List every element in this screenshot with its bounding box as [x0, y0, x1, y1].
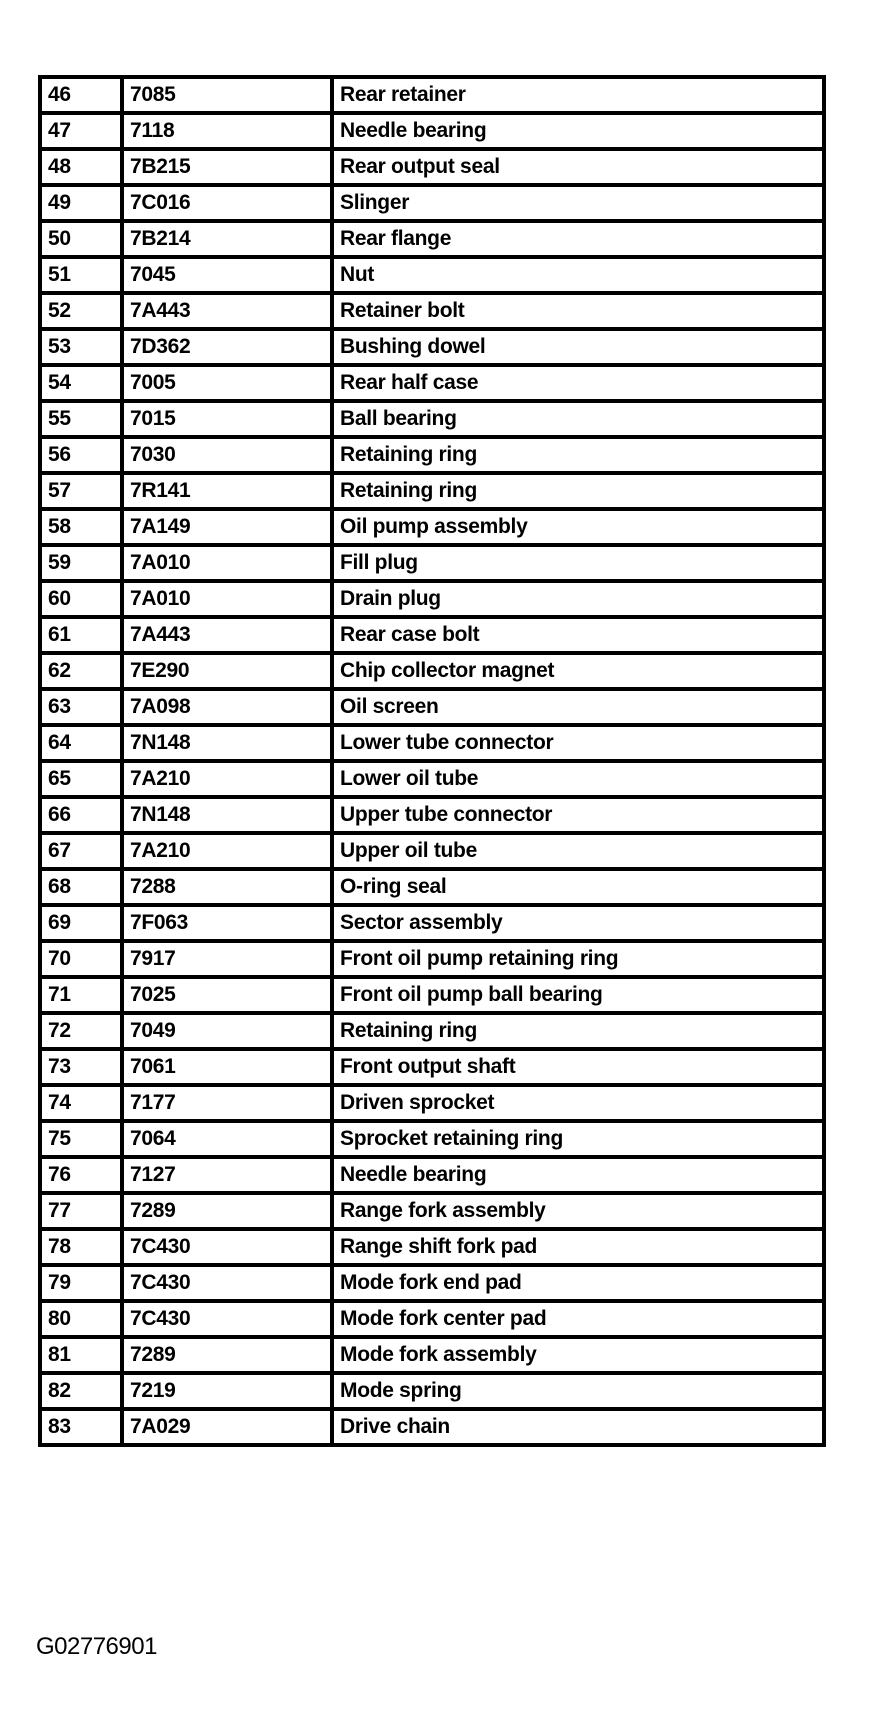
part-number-cell: 7A010	[122, 581, 332, 617]
description-cell: Rear half case	[332, 365, 824, 401]
part-number-cell: 7030	[122, 437, 332, 473]
table-row	[40, 941, 824, 977]
part-number-cell: 7015	[122, 401, 332, 437]
table-row	[40, 329, 824, 365]
table-row	[40, 797, 824, 833]
table-row	[40, 833, 824, 869]
table-row	[40, 1265, 824, 1301]
description-cell: Sprocket retaining ring	[332, 1121, 824, 1157]
item-number-cell: 55	[40, 401, 122, 437]
table-row	[40, 221, 824, 257]
item-number-cell: 75	[40, 1121, 122, 1157]
table-row	[40, 473, 824, 509]
table-row	[40, 1013, 824, 1049]
description-cell: Upper oil tube	[332, 833, 824, 869]
item-number-cell: 66	[40, 797, 122, 833]
description-cell: Chip collector magnet	[332, 653, 824, 689]
description-cell: Ball bearing	[332, 401, 824, 437]
part-number-cell: 7288	[122, 869, 332, 905]
part-number-cell: 7C430	[122, 1229, 332, 1265]
description-cell: Rear retainer	[332, 77, 824, 113]
part-number-cell: 7177	[122, 1085, 332, 1121]
part-number-cell: 7F063	[122, 905, 332, 941]
item-number-cell: 73	[40, 1049, 122, 1085]
description-cell: Fill plug	[332, 545, 824, 581]
part-number-cell: 7R141	[122, 473, 332, 509]
part-number-cell: 7A010	[122, 545, 332, 581]
table-row	[40, 1409, 824, 1445]
item-number-cell: 51	[40, 257, 122, 293]
item-number-cell: 56	[40, 437, 122, 473]
description-cell: Mode fork center pad	[332, 1301, 824, 1337]
description-cell: Bushing dowel	[332, 329, 824, 365]
description-cell: Lower oil tube	[332, 761, 824, 797]
description-cell: Retaining ring	[332, 437, 824, 473]
table-row	[40, 77, 824, 113]
part-number-cell: 7289	[122, 1193, 332, 1229]
item-number-cell: 79	[40, 1265, 122, 1301]
parts-table-body	[40, 77, 824, 1445]
item-number-cell: 53	[40, 329, 122, 365]
description-cell: Needle bearing	[332, 113, 824, 149]
table-row	[40, 977, 824, 1013]
table-row	[40, 1121, 824, 1157]
part-number-cell: 7064	[122, 1121, 332, 1157]
table-row	[40, 113, 824, 149]
description-cell: Mode fork assembly	[332, 1337, 824, 1373]
description-cell: Rear case bolt	[332, 617, 824, 653]
part-number-cell: 7127	[122, 1157, 332, 1193]
item-number-cell: 65	[40, 761, 122, 797]
item-number-cell: 81	[40, 1337, 122, 1373]
part-number-cell: 7049	[122, 1013, 332, 1049]
description-cell: Front output shaft	[332, 1049, 824, 1085]
description-cell: Retaining ring	[332, 473, 824, 509]
table-row	[40, 1157, 824, 1193]
part-number-cell: 7A443	[122, 617, 332, 653]
part-number-cell: 7D362	[122, 329, 332, 365]
table-row	[40, 905, 824, 941]
description-cell: Mode fork end pad	[332, 1265, 824, 1301]
table-row	[40, 257, 824, 293]
item-number-cell: 60	[40, 581, 122, 617]
table-row	[40, 293, 824, 329]
part-number-cell: 7045	[122, 257, 332, 293]
table-row	[40, 1301, 824, 1337]
description-cell: Drain plug	[332, 581, 824, 617]
part-number-cell: 7A149	[122, 509, 332, 545]
table-row	[40, 1085, 824, 1121]
item-number-cell: 62	[40, 653, 122, 689]
part-number-cell: 7E290	[122, 653, 332, 689]
part-number-cell: 7219	[122, 1373, 332, 1409]
part-number-cell: 7025	[122, 977, 332, 1013]
description-cell: Drive chain	[332, 1409, 824, 1445]
description-cell: Retainer bolt	[332, 293, 824, 329]
part-number-cell: 7A210	[122, 833, 332, 869]
item-number-cell: 50	[40, 221, 122, 257]
item-number-cell: 46	[40, 77, 122, 113]
description-cell: Needle bearing	[332, 1157, 824, 1193]
table-row	[40, 365, 824, 401]
table-row	[40, 1337, 824, 1373]
description-cell: Sector assembly	[332, 905, 824, 941]
table-row	[40, 617, 824, 653]
part-number-cell: 7061	[122, 1049, 332, 1085]
item-number-cell: 76	[40, 1157, 122, 1193]
description-cell: Nut	[332, 257, 824, 293]
part-number-cell: 7289	[122, 1337, 332, 1373]
item-number-cell: 67	[40, 833, 122, 869]
part-number-cell: 7005	[122, 365, 332, 401]
item-number-cell: 52	[40, 293, 122, 329]
part-number-cell: 7C016	[122, 185, 332, 221]
table-row	[40, 545, 824, 581]
item-number-cell: 49	[40, 185, 122, 221]
item-number-cell: 77	[40, 1193, 122, 1229]
part-number-cell: 7B215	[122, 149, 332, 185]
table-row	[40, 149, 824, 185]
item-number-cell: 48	[40, 149, 122, 185]
part-number-cell: 7A029	[122, 1409, 332, 1445]
description-cell: Lower tube connector	[332, 725, 824, 761]
description-cell: Range fork assembly	[332, 1193, 824, 1229]
item-number-cell: 72	[40, 1013, 122, 1049]
description-cell: Mode spring	[332, 1373, 824, 1409]
part-number-cell: 7085	[122, 77, 332, 113]
item-number-cell: 63	[40, 689, 122, 725]
item-number-cell: 69	[40, 905, 122, 941]
part-number-cell: 7917	[122, 941, 332, 977]
description-cell: Rear output seal	[332, 149, 824, 185]
item-number-cell: 80	[40, 1301, 122, 1337]
description-cell: Slinger	[332, 185, 824, 221]
table-row	[40, 689, 824, 725]
description-cell: Oil screen	[332, 689, 824, 725]
item-number-cell: 71	[40, 977, 122, 1013]
table-row	[40, 1049, 824, 1085]
table-row	[40, 437, 824, 473]
item-number-cell: 70	[40, 941, 122, 977]
item-number-cell: 59	[40, 545, 122, 581]
item-number-cell: 82	[40, 1373, 122, 1409]
item-number-cell: 74	[40, 1085, 122, 1121]
part-number-cell: 7A210	[122, 761, 332, 797]
part-number-cell: 7B214	[122, 221, 332, 257]
part-number-cell: 7N148	[122, 725, 332, 761]
table-row	[40, 509, 824, 545]
part-number-cell: 7A443	[122, 293, 332, 329]
description-cell: O-ring seal	[332, 869, 824, 905]
part-number-cell: 7118	[122, 113, 332, 149]
figure-code: G02776901	[36, 1633, 157, 1660]
description-cell: Oil pump assembly	[332, 509, 824, 545]
description-cell: Front oil pump ball bearing	[332, 977, 824, 1013]
item-number-cell: 68	[40, 869, 122, 905]
description-cell: Front oil pump retaining ring	[332, 941, 824, 977]
item-number-cell: 54	[40, 365, 122, 401]
table-row	[40, 1373, 824, 1409]
part-number-cell: 7N148	[122, 797, 332, 833]
table-row	[40, 1229, 824, 1265]
parts-table	[38, 75, 826, 1447]
item-number-cell: 61	[40, 617, 122, 653]
part-number-cell: 7C430	[122, 1265, 332, 1301]
item-number-cell: 78	[40, 1229, 122, 1265]
table-row	[40, 401, 824, 437]
item-number-cell: 47	[40, 113, 122, 149]
table-row	[40, 581, 824, 617]
table-row	[40, 761, 824, 797]
description-cell: Driven sprocket	[332, 1085, 824, 1121]
item-number-cell: 57	[40, 473, 122, 509]
item-number-cell: 83	[40, 1409, 122, 1445]
part-number-cell: 7A098	[122, 689, 332, 725]
description-cell: Rear flange	[332, 221, 824, 257]
part-number-cell: 7C430	[122, 1301, 332, 1337]
description-cell: Range shift fork pad	[332, 1229, 824, 1265]
table-row	[40, 653, 824, 689]
table-row	[40, 185, 824, 221]
item-number-cell: 64	[40, 725, 122, 761]
item-number-cell: 58	[40, 509, 122, 545]
description-cell: Retaining ring	[332, 1013, 824, 1049]
description-cell: Upper tube connector	[332, 797, 824, 833]
table-row	[40, 869, 824, 905]
table-row	[40, 725, 824, 761]
table-row	[40, 1193, 824, 1229]
